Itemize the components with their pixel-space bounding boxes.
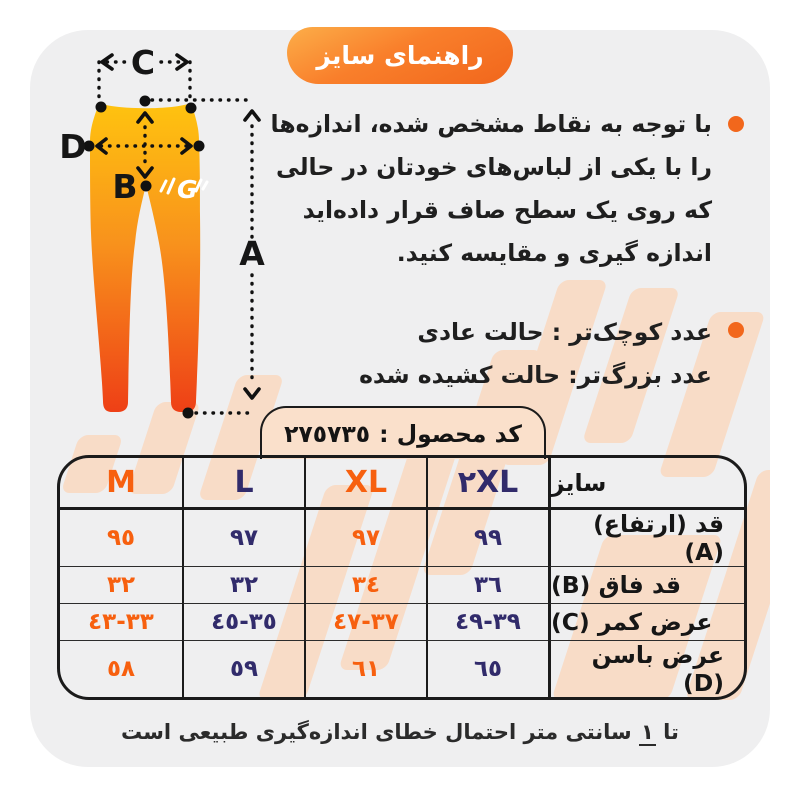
table-cell: ٥٨ bbox=[60, 640, 182, 697]
size-col-header-l: L bbox=[182, 458, 304, 510]
title-badge bbox=[287, 27, 513, 84]
logo-letter: G bbox=[177, 175, 198, 204]
size-table bbox=[57, 455, 747, 700]
table-cell: ٣٣-٤٣ bbox=[60, 603, 182, 640]
instruction-line: با توجه به نقاط مشخص شده، اندازه‌ها bbox=[270, 110, 712, 138]
instruction-line: را با یکی از لباس‌های خودتان در حالی bbox=[275, 153, 712, 181]
label-c: C bbox=[130, 45, 156, 82]
table-cell: ٩٥ bbox=[106, 525, 136, 551]
pants-illustration bbox=[90, 103, 200, 412]
row-label: قد (ارتفاع) (A) bbox=[548, 510, 744, 566]
size-col-header-m: M bbox=[60, 458, 182, 510]
label-b: B bbox=[112, 167, 138, 206]
instruction-line: عدد بزرگ‌تر: حالت کشیده شده bbox=[359, 361, 712, 389]
table-cell: ٣٢ bbox=[182, 566, 304, 603]
product-code-badge bbox=[260, 406, 546, 459]
product-code-value: ٢٧٥٧٣٥ bbox=[284, 419, 371, 448]
table-cell: ٣٧-٤٧ bbox=[304, 603, 426, 640]
bullet-icon bbox=[728, 116, 744, 132]
pants-diagram bbox=[55, 45, 270, 425]
table-cell: ٩٧ bbox=[304, 510, 426, 566]
tolerance-note-post: سانتی متر احتمال خطای اندازه‌گیری طبیعی است bbox=[121, 720, 632, 744]
table-cell: ٥٩ bbox=[182, 640, 304, 697]
row-label: عرض باسن (D) bbox=[548, 640, 744, 697]
tolerance-note bbox=[30, 720, 770, 744]
table-cell: ٩٩ bbox=[426, 510, 548, 566]
table-cell: ٩٧ bbox=[182, 510, 304, 566]
instruction-numbers bbox=[359, 311, 746, 397]
size-col-header-2xl: ٢XL bbox=[426, 458, 548, 510]
label-d: D bbox=[59, 127, 87, 166]
product-code-label: کد محصول : bbox=[379, 419, 522, 448]
bullet-icon bbox=[728, 322, 744, 338]
tolerance-value: ١ bbox=[641, 720, 654, 744]
size-header-label: سایز bbox=[548, 458, 744, 510]
table-cell: ٦٥ bbox=[426, 640, 548, 697]
size-col-header-xl: XL bbox=[304, 458, 426, 510]
table-cell: ٣٤ bbox=[304, 566, 426, 603]
tolerance-note-pre: تا bbox=[663, 720, 679, 744]
page-title: راهنمای سایز bbox=[316, 41, 484, 70]
table-cell: ٣٥-٤٥ bbox=[182, 603, 304, 640]
table-cell: ٦١ bbox=[304, 640, 426, 697]
row-label: قد فاق (B) bbox=[548, 566, 744, 603]
table-cell: ٣٢ bbox=[60, 566, 182, 603]
row-label: عرض کمر (C) bbox=[548, 603, 744, 640]
instruction-line: عدد کوچک‌تر : حالت عادی bbox=[417, 318, 712, 346]
instruction-line: که روی یک سطح صاف قرار داده‌اید bbox=[302, 196, 712, 224]
instruction-measure bbox=[271, 103, 747, 275]
size-guide-card bbox=[30, 30, 770, 767]
label-a: A bbox=[239, 234, 265, 273]
table-cell: ٣٩-٤٩ bbox=[426, 603, 548, 640]
instruction-line: اندازه گیری و مقایسه کنید. bbox=[396, 239, 712, 267]
table-cell: ٣٦ bbox=[426, 566, 548, 603]
